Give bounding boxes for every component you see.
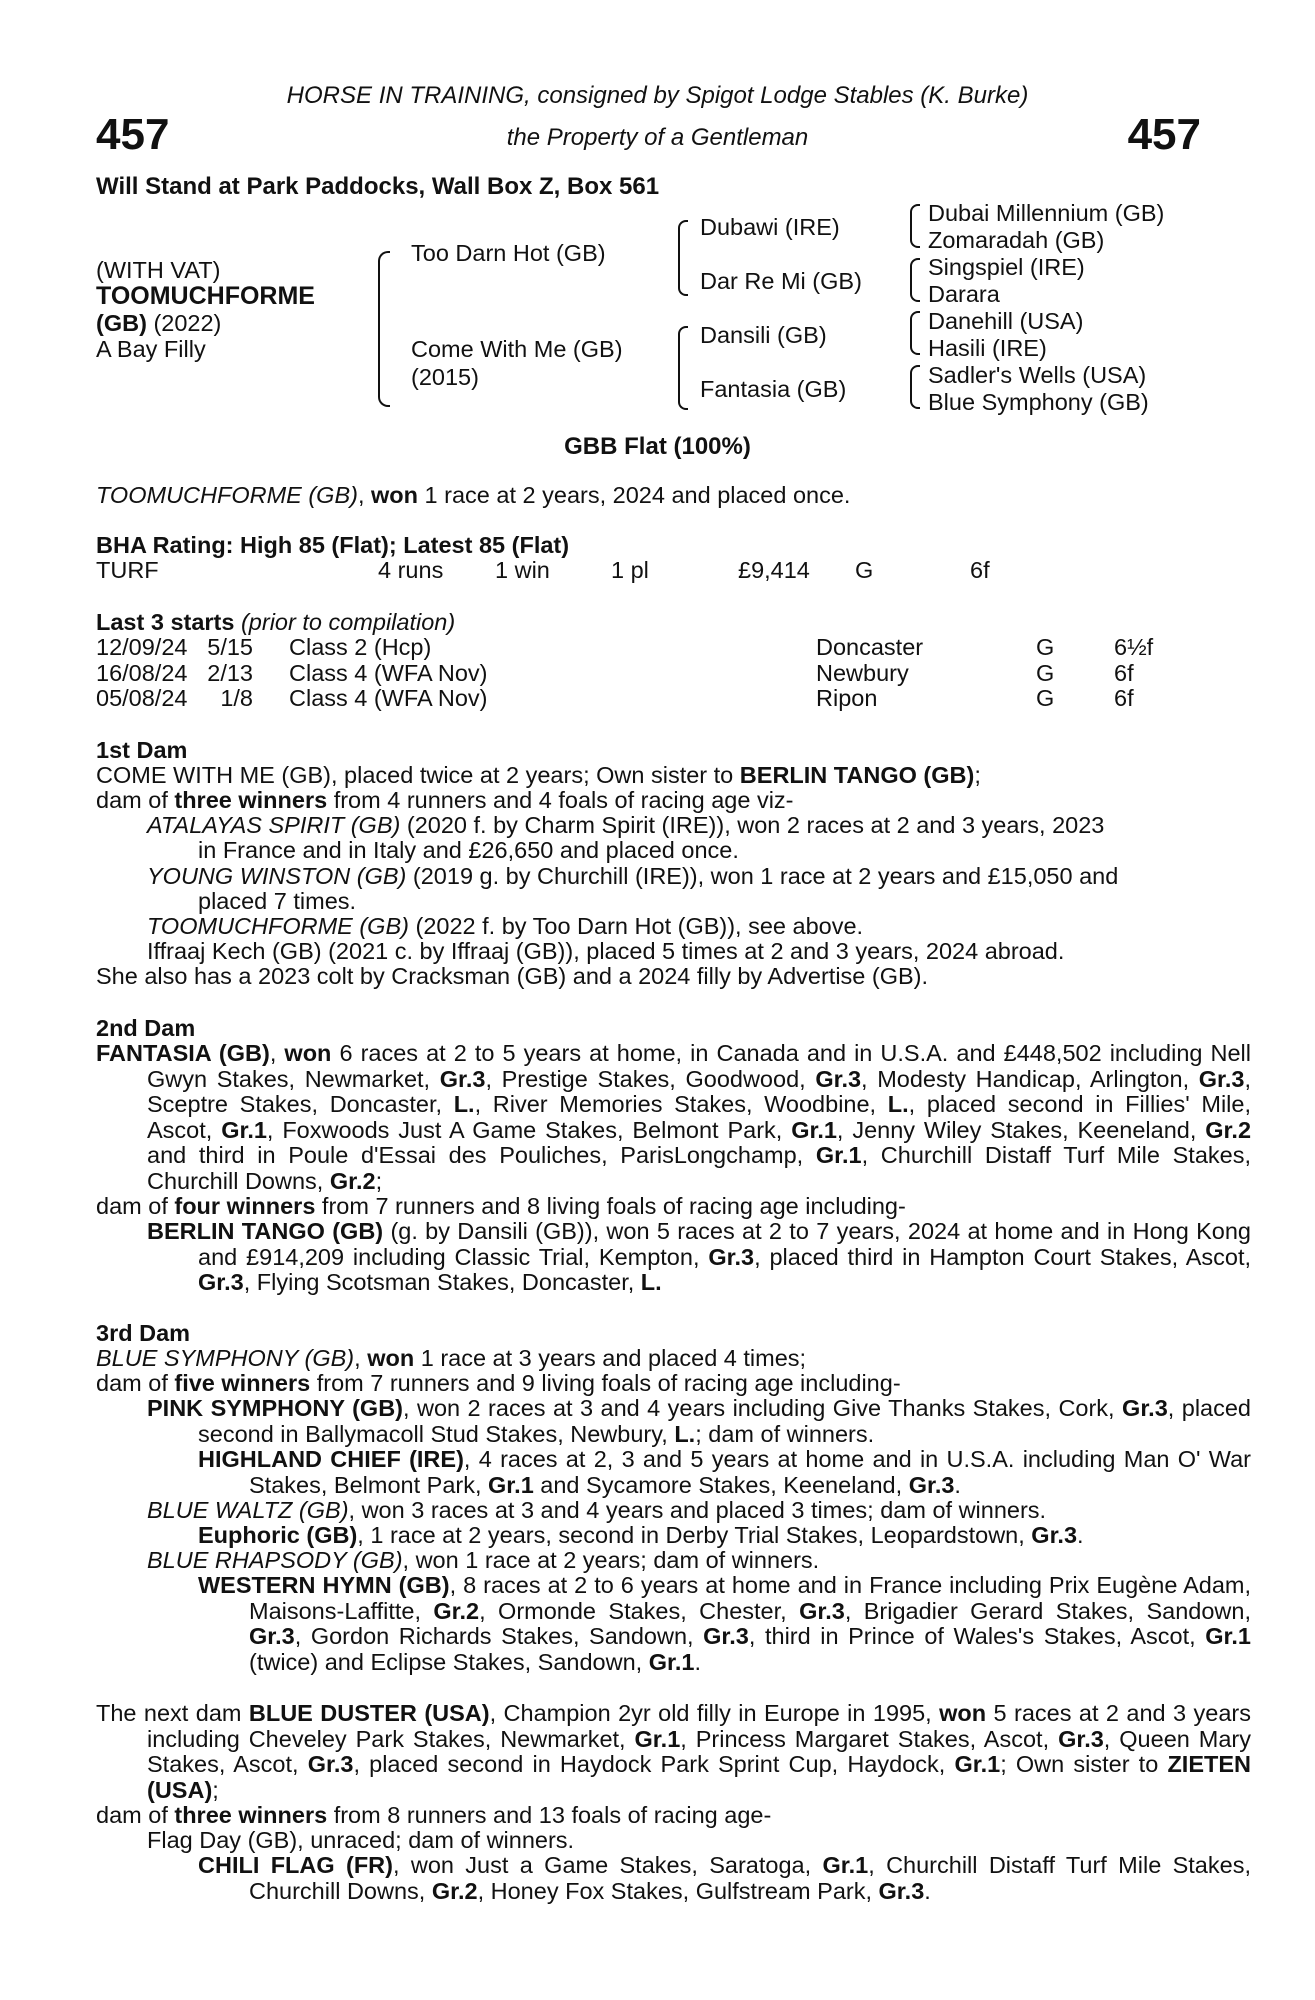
first-dam-line-2: dam of three winners from 4 runners and 4 foals of racing age viz-	[96, 787, 794, 813]
last-starts-title: Last 3 starts (prior to compilation)	[96, 609, 456, 635]
start-cls: Class 2 (Hcp)	[289, 634, 432, 660]
start-cls: Class 4 (WFA Nov)	[289, 659, 488, 686]
blue-rhapsody-entry: BLUE RHAPSODY (GB), won 1 race at 2 years; dam of winners.	[147, 1547, 820, 1573]
start-course: Ripon	[816, 685, 878, 711]
location-line: Will Stand at Park Paddocks, Wall Box Z, Box 561	[96, 173, 660, 200]
start-dist: 6f	[1114, 659, 1134, 686]
next-dam-of: dam of three winners from 8 runners and 13 foals of racing age-	[96, 1802, 772, 1828]
pedigree-brace-ggs-3	[910, 311, 920, 355]
ggs-1: Dubai Millennium (GB)	[928, 200, 1165, 226]
pedigree-brace-ggs-4	[910, 365, 920, 409]
western-hymn-entry: WESTERN HYMN (GB), 8 races at 2 to 6 years at home and in France including Prix Eugène Adam, Maisons-Laffitte, Gr.2, Ormonde Stakes, Chester, Gr.3, Brigadier Gerard Stakes, Sandown, Gr.3, Gordon Richards Stakes, Sandown, Gr.3, third in Prince of Wales's Stakes, Ascot, Gr.1 (twice) and Eclipse Stakes, Sandown, Gr.1.	[198, 1572, 1251, 1675]
first-dam-title: 1st Dam	[96, 737, 188, 763]
horse-description: A Bay Filly	[96, 336, 206, 362]
ggs-7: Sadler's Wells (USA)	[928, 362, 1147, 388]
granddam-2: Fantasia (GB)	[700, 376, 847, 402]
berlin-tango-entry: BERLIN TANGO (GB) (g. by Dansili (GB)), won 5 races at 2 to 7 years, 2024 at home and in Hong Kong and £914,209 including Classic Trial, Kempton, Gr.3, placed third in Hampton Court Stakes, Ascot, Gr.3, Flying Scotsman Stakes, Doncaster, L.	[147, 1218, 1252, 1295]
second-dam-of: dam of four winners from 7 runners and 8 living foals of racing age including-	[96, 1193, 906, 1219]
start-dist: 6½f	[1114, 634, 1154, 660]
third-dam-title: 3rd Dam	[96, 1320, 191, 1346]
grandsire-1: Dubawi (IRE)	[700, 214, 840, 240]
third-dam-line-2: dam of five winners from 7 runners and 9 living foals of racing age including-	[96, 1370, 901, 1396]
first-dam-also: She also has a 2023 colt by Cracksman (GB) and a 2024 filly by Advertise (GB).	[96, 963, 929, 989]
offspring-toomuchforme: TOOMUCHFORME (GB) (2022 f. by Too Darn Hot (GB)), see above.	[147, 913, 864, 939]
ggs-8: Blue Symphony (GB)	[928, 389, 1149, 415]
start-date: 05/08/24	[96, 685, 188, 711]
start-row	[0, 686, 1315, 712]
third-dam-line-1: BLUE SYMPHONY (GB), won 1 race at 3 years and placed 4 times;	[96, 1345, 807, 1371]
start-going: G	[1036, 659, 1055, 686]
second-dam-title: 2nd Dam	[96, 1015, 196, 1041]
start-dist: 6f	[1114, 685, 1134, 711]
start-row	[0, 635, 1315, 661]
pedigree-brace-main	[378, 251, 390, 407]
horse-origin-year: (GB) (2022)	[96, 310, 222, 336]
highland-chief-entry: HIGHLAND CHIEF (IRE), 4 races at 2, 3 and 5 years at home and in U.S.A. including Man O' War Stakes, Belmont Park, Gr.1 and Sycamore Stakes, Keeneland, Gr.3.	[198, 1446, 1251, 1498]
pedigree-brace-sire	[678, 220, 688, 296]
second-dam-fantasia: FANTASIA (GB), won 6 races at 2 to 5 years at home, in Canada and in U.S.A. and £448,502 including Nell Gwyn Stakes, Newmarket, Gr.3, Prestige Stakes, Goodwood, Gr.3, Modesty Handicap, Arlington, Gr.3, Sceptre Stakes, Doncaster, L., River Memories Stakes, Woodbine, L., placed second in Fillies' Mile, Ascot, Gr.1, Foxwoods Just A Game Stakes, Belmont Park, Gr.1, Jenny Wiley Stakes, Keeneland, Gr.2 and third in Poule d'Essai des Pouliches, ParisLongchamp, Gr.1, Churchill Distaff Turf Mile Stakes, Churchill Downs, Gr.2;	[96, 1040, 1252, 1194]
start-row	[0, 661, 1315, 687]
pedigree-brace-ggs-1	[910, 204, 920, 248]
start-going: G	[1036, 685, 1055, 711]
offspring-atalayas-cont: in France and in Italy and £26,650 and placed once.	[198, 837, 739, 863]
start-date: 12/09/24	[96, 634, 188, 660]
sire: Too Darn Hot (GB)	[411, 240, 606, 266]
race-summary: TOOMUCHFORME (GB), won 1 race at 2 years, 2024 and placed once.	[96, 482, 851, 508]
first-dam-line-1: COME WITH ME (GB), placed twice at 2 years; Own sister to BERLIN TANGO (GB);	[96, 762, 981, 788]
gbb-flat: GBB Flat (100%)	[564, 433, 751, 460]
ggs-4: Darara	[928, 281, 1000, 307]
lot-number-left: 457	[96, 110, 170, 159]
start-cls: Class 4 (WFA Nov)	[289, 685, 488, 711]
chili-flag-entry: CHILI FLAG (FR), won Just a Game Stakes, Saratoga, Gr.1, Churchill Distaff Turf Mile Stakes, Churchill Downs, Gr.2, Honey Fox Stakes, Gulfstream Park, Gr.3.	[198, 1852, 1251, 1904]
blue-waltz-entry: BLUE WALTZ (GB), won 3 races at 3 and 4 years and placed 3 times; dam of winners.	[147, 1497, 1047, 1523]
start-course: Newbury	[816, 659, 909, 686]
ggs-2: Zomaradah (GB)	[928, 227, 1105, 253]
ggs-3: Singspiel (IRE)	[928, 254, 1085, 280]
start-pos: 2/13	[207, 659, 253, 686]
start-pos: 1/8	[220, 685, 253, 711]
dam-year: (2015)	[411, 364, 479, 390]
grandsire-2: Dansili (GB)	[700, 322, 827, 348]
pink-symphony-entry: PINK SYMPHONY (GB), won 2 races at 3 and 4 years including Give Thanks Stakes, Cork, Gr.3, placed second in Ballymacoll Stud Stakes, Newbury, L.; dam of winners.	[147, 1395, 1252, 1447]
start-going: G	[1036, 634, 1055, 660]
rating-row: TURF 4 runs 1 win 1 pl £9,414 G 6f	[96, 557, 990, 583]
dam: Come With Me (GB)	[411, 336, 623, 362]
property-line: the Property of a Gentleman	[506, 124, 809, 151]
start-date: 16/08/24	[96, 659, 188, 686]
offspring-young-winston: YOUNG WINSTON (GB) (2019 g. by Churchill (IRE)), won 1 race at 2 years and £15,050 and	[147, 863, 1119, 889]
offspring-iffraaj-kech: Iffraaj Kech (GB) (2021 c. by Iffraaj (GB)), placed 5 times at 2 and 3 years, 2024 abroad.	[147, 938, 1065, 964]
vat-label: (WITH VAT)	[96, 257, 221, 283]
flag-day-entry: Flag Day (GB), unraced; dam of winners.	[147, 1827, 575, 1853]
consignor-line: HORSE IN TRAINING, consigned by Spigot Lodge Stables (K. Burke)	[286, 82, 1029, 109]
pedigree-brace-dam	[678, 326, 688, 410]
ggs-5: Danehill (USA)	[928, 308, 1084, 334]
horse-name: TOOMUCHFORME	[96, 282, 315, 310]
next-dam-blue-duster: The next dam BLUE DUSTER (USA), Champion 2yr old filly in Europe in 1995, won 5 races at 2 and 3 years including Cheveley Park Stakes, Newmarket, Gr.1, Princess Margaret Stakes, Ascot, Gr.3, Queen Mary Stakes, Ascot, Gr.3, placed second in Haydock Park Sprint Cup, Haydock, Gr.1; Own sister to ZIETEN (USA);	[96, 1700, 1251, 1803]
euphoric-entry: Euphoric (GB), 1 race at 2 years, second in Derby Trial Stakes, Leopardstown, Gr.3.	[198, 1522, 1084, 1548]
start-course: Doncaster	[816, 634, 924, 660]
offspring-young-winston-cont: placed 7 times.	[198, 888, 357, 914]
lot-number-right: 457	[1127, 110, 1201, 159]
bha-rating: BHA Rating: High 85 (Flat); Latest 85 (Flat)	[96, 532, 570, 558]
ggs-6: Hasili (IRE)	[928, 335, 1047, 361]
pedigree-brace-ggs-2	[910, 258, 920, 302]
offspring-atalayas: ATALAYAS SPIRIT (GB) (2020 f. by Charm Spirit (IRE)), won 2 races at 2 and 3 years, 2023	[147, 812, 1105, 838]
granddam-1: Dar Re Mi (GB)	[700, 268, 862, 294]
start-pos: 5/15	[207, 634, 253, 660]
